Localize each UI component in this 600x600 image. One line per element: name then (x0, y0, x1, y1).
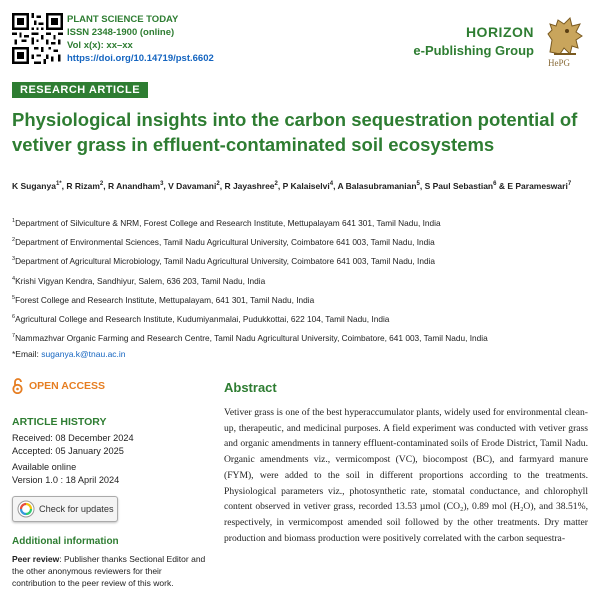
author-name: R Anandham (107, 181, 161, 191)
affiliation-item (12, 271, 592, 290)
abstract-body: Vetiver grass is one of the best hyperaccumulator plants, widely used for environmental clean-up, therapeutic, and medicinal purposes. A field experiment was conducted with vetiver grass and organic amendments in tannery effluent-contaminated soils of Erode District, Tamil Nadu. Organic amendments viz., vermicompost (VC), biocompost (BC), and farmyard manure (FYM), were added to the soil in different proportions according to the treatments. Physiological parameters viz., photosynthetic rate, stomatal conductance, and chlorophyll content observed in vetiver grass, recorded 13.53 µmol (CO₂), 0.89 mol (H₂O), and 38.51%, respectively, in vermicompost amended soil followed by the other treatments. Dry matter production and biomass production were positively correlated with the carbon sequestra- (224, 407, 588, 544)
affiliation-number: 3 (12, 256, 16, 263)
accepted-date: Accepted: 05 January 2025 (12, 445, 124, 456)
publisher-logo (542, 14, 588, 68)
journal-volume: Vol x(x): xx–xx (67, 40, 133, 51)
check-updates-icon (17, 500, 35, 518)
affiliation-text: Agricultural College and Research Institute, Kudumiyanmalai, Pudukkottai, 622 104, Tamil Nadu, India (15, 313, 390, 324)
article-type-badge: RESEARCH ARTICLE (12, 82, 148, 98)
affiliation-item (12, 290, 592, 309)
open-lock-icon (12, 378, 23, 394)
author-name: V Davamani (168, 181, 217, 191)
peer-review-text: : Publisher thanks Sectional Editor and the other anonymous reviewers for their contribution to the peer review of this work. (12, 554, 206, 588)
publisher-line1: HORIZON (465, 24, 534, 40)
affiliation-text: Nammazhvar Organic Farming and Research Centre, Tamil Nadu Agricultural University, Coimbatore, 641 003, Tamil Nadu, India (15, 332, 488, 343)
peer-review-note (12, 553, 207, 589)
additional-info-heading: Additional information (12, 536, 119, 547)
journal-name: PLANT SCIENCE TODAY (67, 14, 179, 25)
author-affiliation-mark: 3 (160, 181, 164, 188)
article-sidebar (12, 378, 207, 589)
affiliation-text: Forest College and Research Institute, Mettupalayam, 641 301, Tamil Nadu, India (15, 294, 315, 305)
author-affiliation-mark: 6 (493, 181, 497, 188)
journal-issn: ISSN 2348-1900 (online) (67, 27, 175, 38)
check-for-updates-button[interactable] (12, 496, 118, 522)
email-link[interactable]: suganya.k@tnau.ac.in (41, 349, 126, 359)
received-date: Received: 08 December 2024 (12, 433, 134, 443)
author-name: R Rizam (66, 181, 100, 191)
author-name: R Jayashree (224, 181, 275, 191)
corresponding-email (12, 349, 126, 359)
author-name: S Paul Sebastian (424, 181, 494, 191)
affiliation-item (12, 213, 592, 232)
affiliation-number: 1 (12, 218, 16, 224)
article-title: Physiological insights into the carbon sequestration potential of vetiver grass in effluent-contaminated soil ecosystems (12, 109, 578, 155)
publisher-name (413, 24, 534, 58)
open-access-label: OPEN ACCESS (29, 380, 106, 392)
publisher-line2: e-Publishing Group (413, 43, 534, 58)
author-affiliation-mark: 2 (99, 181, 104, 188)
abstract-heading: Abstract (224, 380, 277, 395)
email-label: *Email: (12, 349, 42, 359)
affiliation-item (12, 328, 592, 347)
doi-link[interactable]: https://doi.org/10.14719/pst.6602 (67, 53, 214, 64)
qr-code-icon (12, 13, 63, 64)
article-history-heading: ARTICLE HISTORY (12, 416, 107, 428)
author-list: K Suganya$^{1*}$, R Rizam$^2$, R Anandham$^3$, V Davamani$^2$, R Jayashree$^2$, P Kalaiselvi$^4$, A Balasubramanian$^5$, S Paul Sebastian$^6$ & E Parameswari$^7$ (12, 181, 572, 191)
author-affiliation-mark: 2 (216, 181, 220, 188)
author-affiliation-mark: 4 (329, 181, 334, 188)
affiliation-item (12, 251, 592, 270)
affiliation-number: 2 (12, 237, 16, 244)
affiliation-text: Department of Silviculture & NRM, Forest College and Research Institute, Mettupalayam 641 301, Tamil Nadu, India (15, 217, 441, 228)
author-name: E Parameswari (507, 181, 568, 191)
affiliation-number: 5 (12, 294, 16, 301)
check-updates-label: Check for updates (39, 504, 114, 514)
author-affiliation-mark: 2 (274, 181, 278, 188)
author-name: A Balasubramanian (337, 181, 417, 191)
open-access-row (12, 378, 207, 394)
journal-info (67, 13, 214, 65)
author-name: K Suganya (12, 181, 56, 191)
version-info: Version 1.0 : 18 April 2024 (12, 474, 120, 485)
affiliation-number: 6 (12, 313, 16, 320)
affiliation-item (12, 232, 592, 251)
affiliation-number: 4 (12, 275, 16, 282)
author-affiliation-mark: 5 (416, 181, 420, 188)
author-affiliation-mark: 1* (55, 181, 62, 188)
author-name: P Kalaiselvi (282, 181, 330, 191)
peer-review-label: Peer review (12, 554, 60, 564)
affiliation-list (12, 213, 592, 347)
logo-text: HePG (548, 58, 570, 68)
author-affiliation-mark: 7 (567, 181, 572, 188)
lion-icon (542, 14, 588, 58)
affiliation-text: Department of Agricultural Microbiology, Tamil Nadu Agricultural University, Coimbatore 641 003, Tamil Nadu, India (15, 256, 436, 267)
affiliation-text: Krishi Vigyan Kendra, Sandhiyur, Salem, 636 203, Tamil Nadu, India (15, 275, 266, 286)
affiliation-item (12, 309, 592, 328)
available-online: Available online (12, 462, 77, 472)
affiliation-text: Department of Environmental Sciences, Tamil Nadu Agricultural University, Coimbatore 641 003, Tamil Nadu, India (15, 236, 435, 247)
affiliation-number: 7 (12, 333, 16, 340)
